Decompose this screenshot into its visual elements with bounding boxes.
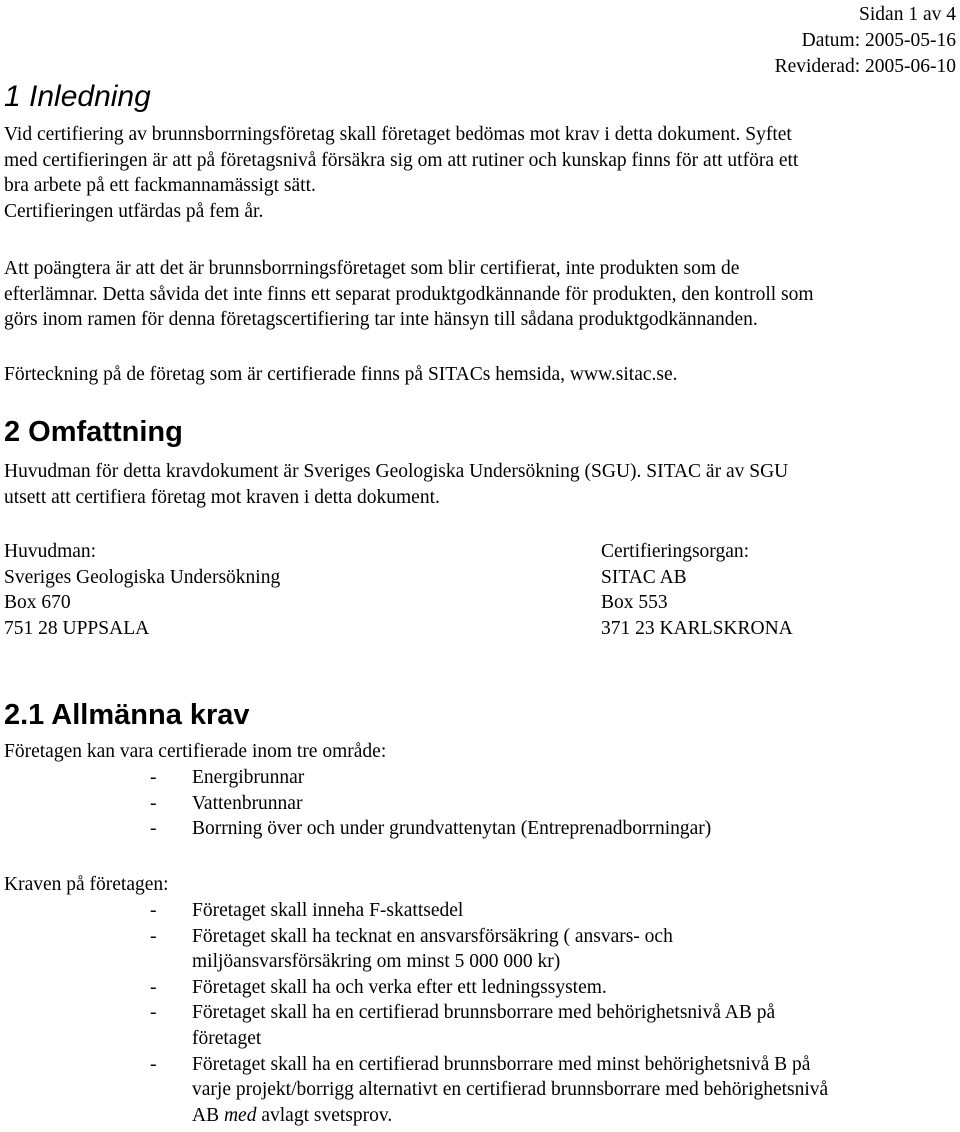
section-heading-allmanna-krav: 2.1 Allmänna krav	[4, 699, 250, 731]
text-line: Huvudman för detta kravdokument är Sveriges Geologiska Undersökning (SGU). SITAC är av SGU	[4, 461, 789, 482]
document-date: Datum: 2005-05-16	[801, 30, 956, 51]
paragraph-scope	[4, 459, 956, 510]
text-line: Företagen kan vara certifierade inom tre område:	[4, 741, 387, 762]
text-line: Förteckning på de företag som är certifierade finns på SITACs hemsida, www.sitac.se.	[4, 364, 678, 385]
list-item	[150, 765, 711, 791]
text-line: med certifieringen är att på företagsnivå försäkra sig om att rutiner och kunskap finns för att utföra ett	[4, 149, 799, 171]
list-item	[150, 975, 828, 1001]
dash-bullet: -	[150, 767, 157, 788]
dash-bullet: -	[150, 1002, 157, 1024]
list-item-text: Företaget skall inneha F-skattsedel	[192, 900, 464, 921]
list-item-text: Företaget skall ha och verka efter ett ledningssystem.	[192, 976, 607, 998]
section-heading-omfattning: 2 Omfattning	[4, 416, 183, 448]
dash-bullet: -	[150, 792, 157, 814]
list-item-text: Företaget skall ha en certifierad brunnsborrare med behörighetsnivå AB på	[192, 1002, 776, 1024]
certbody-address	[601, 539, 793, 641]
principal-box: Box 670	[4, 592, 71, 614]
list-item	[150, 1000, 828, 1051]
text-fragment: AB	[192, 1104, 224, 1126]
certbody-label: Certifieringsorgan:	[601, 541, 750, 562]
page-number: Sidan 1 av 4	[859, 4, 956, 25]
text-line: bra arbete på ett fackmannamässigt sätt.	[4, 175, 316, 197]
certbody-box: Box 553	[601, 592, 668, 614]
list-item	[150, 1052, 828, 1129]
emphasis-text: med	[223, 1104, 257, 1126]
text-line: utsett att certifiera företag mot kraven i detta dokument.	[4, 486, 440, 508]
requirements-intro	[4, 872, 956, 898]
list-item	[150, 898, 828, 924]
requirements-list	[150, 898, 828, 1128]
list-item-text: miljöansvarsförsäkring om minst 5 000 000 kr)	[192, 951, 561, 973]
list-item	[150, 924, 828, 975]
text-line: Vid certifiering av brunnsborrningsföretag skall företaget bedömas mot krav i detta dokument. Syftet	[4, 124, 792, 145]
revision-date: Reviderad: 2005-06-10	[774, 56, 956, 77]
text-line: Att poängtera är att det är brunnsborrningsföretaget som blir certifierat, inte produkten som de	[4, 258, 740, 279]
certbody-name: SITAC AB	[601, 566, 687, 588]
section-heading-inledning: 1 Inledning	[4, 80, 151, 113]
list-item-text: Borrning över och under grundvattenytan (Entreprenadborrningar)	[192, 818, 712, 840]
text-line: Kraven på företagen:	[4, 874, 169, 895]
list-item-text: varje projekt/borrigg alternativt en certifierad brunnsborrare med behörighetsnivå	[192, 1079, 829, 1101]
text-line: Certifieringen utfärdas på fem år.	[4, 200, 264, 222]
page-header-meta	[775, 2, 956, 80]
dash-bullet: -	[150, 1053, 157, 1075]
list-item-text: Företaget skall ha en certifierad brunnsborrare med minst behörighetsnivå B på	[192, 1053, 811, 1075]
paragraph-intro	[4, 122, 956, 224]
paragraph-emphasis	[4, 256, 956, 333]
dash-bullet: -	[150, 900, 157, 921]
principal-address	[4, 539, 280, 641]
list-item-text: Vattenbrunnar	[192, 792, 303, 814]
areas-list	[150, 765, 711, 842]
text-line: efterlämnar. Detta såvida det inte finns ett separat produktgodkännande för produkten, den kontroll som	[4, 283, 814, 305]
dash-bullet: -	[150, 925, 157, 947]
list-item-text-last	[192, 1103, 828, 1129]
paragraph-listing	[4, 362, 956, 388]
list-item-text: Energibrunnar	[192, 767, 305, 788]
areas-intro	[4, 739, 956, 765]
dash-bullet: -	[150, 818, 157, 840]
list-item-text: företaget	[192, 1027, 262, 1049]
text-line: görs inom ramen för denna företagscertifiering tar inte hänsyn till sådana produktgodkännanden.	[4, 309, 758, 331]
certbody-city: 371 23 KARLSKRONA	[601, 617, 793, 639]
list-item-text: Företaget skall ha tecknat en ansvarsförsäkring ( ansvars- och	[192, 925, 673, 947]
principal-name: Sveriges Geologiska Undersökning	[4, 566, 281, 588]
principal-city: 751 28 UPPSALA	[4, 617, 150, 639]
text-fragment: avlagt svetsprov.	[256, 1104, 393, 1126]
list-item	[150, 816, 711, 842]
dash-bullet: -	[150, 976, 157, 998]
list-item	[150, 791, 711, 817]
principal-label: Huvudman:	[4, 541, 97, 562]
